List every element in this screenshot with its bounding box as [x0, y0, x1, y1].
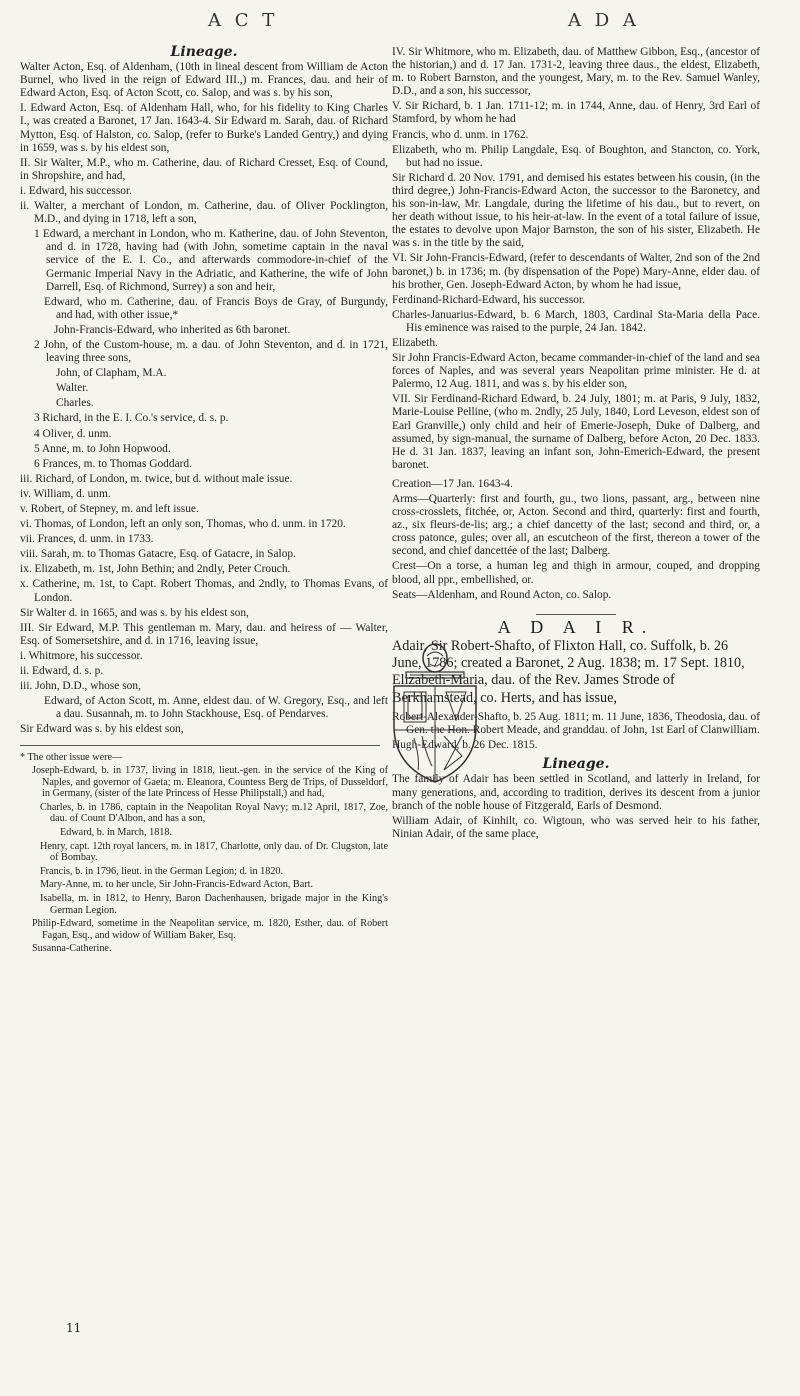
para-baronet-i: I. Edward Acton, Esq. of Aldenham Hall, who, for his fidelity to King Charles I., was created a Baronet, 17 Jan. 1643-4. Sir Edward m. Sarah, dau. of Richard Mytton, Esq. of Halston, co. Salop, (refer to Burke's Landed Gentry,) and dying in 1659, was s. by his eldest son, — [20, 102, 388, 154]
child-item: iv. William, d. unm. — [20, 487, 111, 500]
section-rule — [536, 614, 616, 615]
grandchild-item: Edward, who m. Catherine, dau. of Francis Boys de Gray, of Burgundy, and had, with other issue,* — [44, 295, 388, 321]
footnote-rule — [20, 745, 380, 746]
child-item: Charles-Januarius-Edward, b. 6 March, 1803, Cardinal Sta-Maria della Pace. His eminence was raised to the purple, 24 Jan. 1842. — [392, 308, 760, 334]
footnote-item: Philip-Edward, sometime in the Neapolitan service, m. 1820, Esther, dau. of Robert Fagan, Esq., and widow of William Baker, Esq. — [32, 918, 388, 941]
child-item: vii. Frances, d. unm. in 1733. — [20, 533, 154, 546]
footnote-item: Susanna-Catherine. — [32, 943, 112, 955]
para-john-francis: Sir John Francis-Edward Acton, became commander-in-chief of the land and sea forces of Naples, and was several years Neapolitan prime minister. He d. at Palermo, 12 Aug. 1811, and was s. by his elder son, — [392, 352, 760, 391]
para-baronet-iii: III. Sir Edward, M.P. This gentleman m. Mary, dau. and heiress of — Walter, Esq. of Somersetshire, and d. in 1716, leaving issue, — [20, 621, 388, 647]
child-item: i. Edward, his successor. — [20, 184, 132, 197]
page-number: 11 — [66, 1321, 82, 1335]
grandchild-item: 1 Edward, a merchant in London, who m. Katherine, dau. of John Steventon, and d. in 1728, having had (with John, sometime captain in the naval service of the E. I. Co., and afterwards commodore-in-chief of the Germanic Imperial Navy in the Adriatic, and Katherine, the wife of John Darrell, Esq. of Richmond, Surrey) a son and heir, — [34, 228, 388, 293]
child-item: x. Catherine, m. 1st, to Capt. Robert Thomas, and 2ndly, to Thomas Evans, of London. — [20, 578, 388, 604]
grandchild-item: Charles. — [56, 397, 94, 410]
running-head-right: A D A — [568, 10, 640, 31]
para-richard-died: Sir Richard d. 20 Nov. 1791, and demised his estates between his cousin, (in the third degree,) John-Francis-Edward Acton, the successor to the Baronetcy, and his son-in-law, Mr. Langdale, during the lifetime of his dau., but to revert, on her death without issue, to his heir-at-law. In the event of a total failure of issue, the estates to devolve upon Major Barnston, the son of his sister, Elizabeth. He was s. in the title by the said, — [392, 171, 760, 250]
footnote-item: Joseph-Edward, b. in 1737, living in 1818, lieut.-gen. in the service of the King of Naples, and governor of Gaeta; m. Eleanora, Countess Berg de Trips, of Dusseldorf, in Germany, (sister of the late Princess of Hesse Philipstall,) and had, — [32, 765, 388, 800]
para-baronet-ii: II. Sir Walter, M.P., who m. Catherine, dau. of Richard Cresset, Esq. of Cound, in Shropshire, and had, — [20, 156, 388, 182]
child-item: ix. Elizabeth, m. 1st, John Bethin; and 2ndly, Peter Crouch. — [20, 563, 291, 576]
grandchild-item: John-Francis-Edward, who inherited as 6th baronet. — [54, 323, 291, 336]
creation-line: Creation—17 Jan. 1643-4. — [392, 477, 513, 490]
footnote-item: Henry, capt. 12th royal lancers, m. in 1817, Charlotte, only dau. of Dr. Clugston, late of Bombay. — [40, 840, 388, 864]
child-item: Ferdinand-Richard-Edward, his successor. — [392, 293, 585, 306]
child-item: viii. Sarah, m. to Thomas Gatacre, Esq. of Gatacre, in Salop. — [20, 548, 296, 561]
grandchild-item: 6 Frances, m. to Thomas Goddard. — [34, 457, 192, 470]
arms-line: Arms—Quarterly: first and fourth, gu., two lions, passant, arg., between nine cross-crosslets, fitchée, or, Acton. Second and third, quarterly: first and fourth, az., six fleurs-de-lis; arg.; a chief dancetty of the last; second and third, or, a cross patonce, gules; over all, an escutcheon of the first, thereon a tower of the second, and chief dancettée of the last; Dalberg. — [392, 493, 760, 558]
grandchild-item: Walter. — [56, 382, 89, 395]
para-william-adair: William Adair, of Kinhilt, co. Wigtoun, who was served heir to his father, Ninian Adair, of the same place, — [392, 814, 760, 840]
grandchild-item: Edward, of Acton Scott, m. Anne, eldest dau. of W. Gregory, Esq., and left a dau. Susannah, m. to John Stackhouse, Esq. of Pendarves. — [44, 695, 388, 721]
para-baronet-vii: VII. Sir Ferdinand-Richard Edward, b. 24 July, 1801; m. at Paris, 9 July, 1832, Marie-Louise Pelline, (who m. 2ndly, 25 July, 1840, Lord Leveson, eldest son of Earl Granville,) only child and heir of Emerie-Joseph, Duke of Dalberg, and assumed, by sign-manual, the surname of Dalberg, before Acton, 20 Dec. 1833. He d. 31 Jan. 1837, leaving an infant son, John-Emerich-Edward, the present baronet. — [392, 393, 760, 471]
crest-line: Crest—On a torse, a human leg and thigh in armour, couped, and dropping blood, all ppr., embellished, or. — [392, 560, 760, 586]
coat-of-arms-icon — [392, 638, 478, 788]
para-walter-acton: Walter Acton, Esq. of Aldenham, (10th in lineal descent from William de Acton Burnel, who lived in the reign of Edward III.,) m. Frances, dau. and heir of Edward Acton, Esq. of Acton Scott, co. Salop, and was s. by his son, — [20, 61, 388, 100]
seats-line: Seats—Aldenham, and Round Acton, co. Salop. — [392, 588, 612, 601]
adair-heading: A D A I R. — [497, 616, 655, 637]
footnote-item: Mary-Anne, m. to her uncle, Sir John-Francis-Edward Acton, Bart. — [40, 879, 314, 891]
footnote-block — [20, 752, 388, 956]
child-item: Hugh-Edward, b. 26 Dec. 1815. — [392, 739, 538, 752]
footnote-item: Isabella, m. in 1812, to Henry, Baron Dachenhausen, brigade major in the King's German Legion. — [40, 893, 388, 916]
child-item: Elizabeth, who m. Philip Langdale, Esq. of Boughton, and Stancton, co. York, but had no issue. — [392, 143, 760, 169]
running-head-left: A C T — [208, 10, 279, 31]
grandchild-item: John, of Clapham, M.A. — [56, 367, 167, 380]
child-item: Elizabeth. — [392, 336, 438, 349]
footnote-item: Charles, b. in 1786, captain in the Neapolitan Royal Navy; m.12 April, 1817, Zoe, dau. of Count D'Albon, and has a son, — [40, 801, 388, 825]
adair-entry — [392, 638, 760, 707]
child-item: Robert-Alexander-Shafto, b. 25 Aug. 1811; m. 11 June, 1836, Theodosia, dau. of Gen. the Hon. Robert Meade, and granddau. of John, 1st Earl of Clanwilliam. — [392, 711, 760, 737]
para-walter-died: Sir Walter d. in 1665, and was s. by his eldest son, — [20, 606, 249, 619]
grandchild-item: 4 Oliver, d. unm. — [34, 427, 112, 440]
right-column — [392, 46, 760, 843]
child-item: iii. Richard, of London, m. twice, but d. without male issue. — [20, 472, 293, 485]
para-baronet-iv: IV. Sir Whitmore, who m. Elizabeth, dau. of Matthew Gibbon, Esq., (ancestor of the historian,) and d. 17 Jan. 1731-2, leaving three daus., the eldest, Elizabeth, m. to Robert Barnston, and the youngest, Mary, m. to the Rev. Samuel Wanley, D.D., and a son, his successor, — [392, 46, 760, 98]
grandchild-item: 2 John, of the Custom-house, m. a dau. of John Steventon, and d. in 1721, leaving three sons, — [34, 338, 388, 365]
para-adair-family: The family of Adair has been settled in Scotland, and latterly in Ireland, for many generations, and, according to tradition, derives its descent from a junior branch of the noble house of Fitzgerald, Earls of Desmond. — [392, 773, 760, 812]
lineage-heading-adair: Lineage. — [542, 756, 610, 773]
grandchild-item: 3 Richard, in the E. I. Co.'s service, d. s. p. — [34, 412, 229, 425]
child-item: ii. Walter, a merchant of London, m. Catherine, dau. of Oliver Pocklington, M.D., and dying in 1718, left a son, — [20, 200, 388, 226]
para-edward-succeeded: Sir Edward was s. by his eldest son, — [20, 723, 184, 736]
footnote-item: Edward, b. in March, 1818. — [60, 827, 173, 839]
child-item: ii. Edward, d. s. p. — [20, 665, 104, 678]
adair-intro: Adair, Sir Robert-Shafto, of Flixton Hall, co. Suffolk, b. 26 June, 1786; created a Baronet, 2 Aug. 1838; m. 17 Sept. 1810, Elizabeth-Maria, dau. of the Rev. James Strode of Berkhamstead, co. Herts, and has issue, — [392, 637, 745, 706]
child-item: vi. Thomas, of London, left an only son, Thomas, who d. unm. in 1720. — [20, 518, 346, 531]
child-item: i. Whitmore, his successor. — [20, 649, 143, 662]
child-item: v. Robert, of Stepney, m. and left issue. — [20, 503, 199, 515]
child-item: Francis, who d. unm. in 1762. — [392, 128, 529, 141]
left-column — [20, 46, 388, 957]
para-baronet-vi: VI. Sir John-Francis-Edward, (refer to descendants of Walter, 2nd son of the 2nd baronet,) b. in 1736; m. (by dispensation of the Pope) Mary-Anne, elder dau. of his brother, Gen. Joseph-Edward Acton, by whom he had issue, — [392, 252, 760, 291]
para-baronet-v: V. Sir Richard, b. 1 Jan. 1711-12; m. in 1744, Anne, dau. of Henry, 3rd Earl of Stamford, by whom he had — [392, 100, 760, 126]
child-item: iii. John, D.D., whose son, — [20, 680, 141, 693]
footnote-intro: * The other issue were— — [20, 751, 123, 763]
footnote-item: Francis, b. in 1796, lieut. in the German Legion; d. in 1820. — [40, 865, 284, 877]
lineage-heading: Lineage. — [170, 44, 238, 60]
grandchild-item: 5 Anne, m. to John Hopwood. — [34, 442, 171, 455]
